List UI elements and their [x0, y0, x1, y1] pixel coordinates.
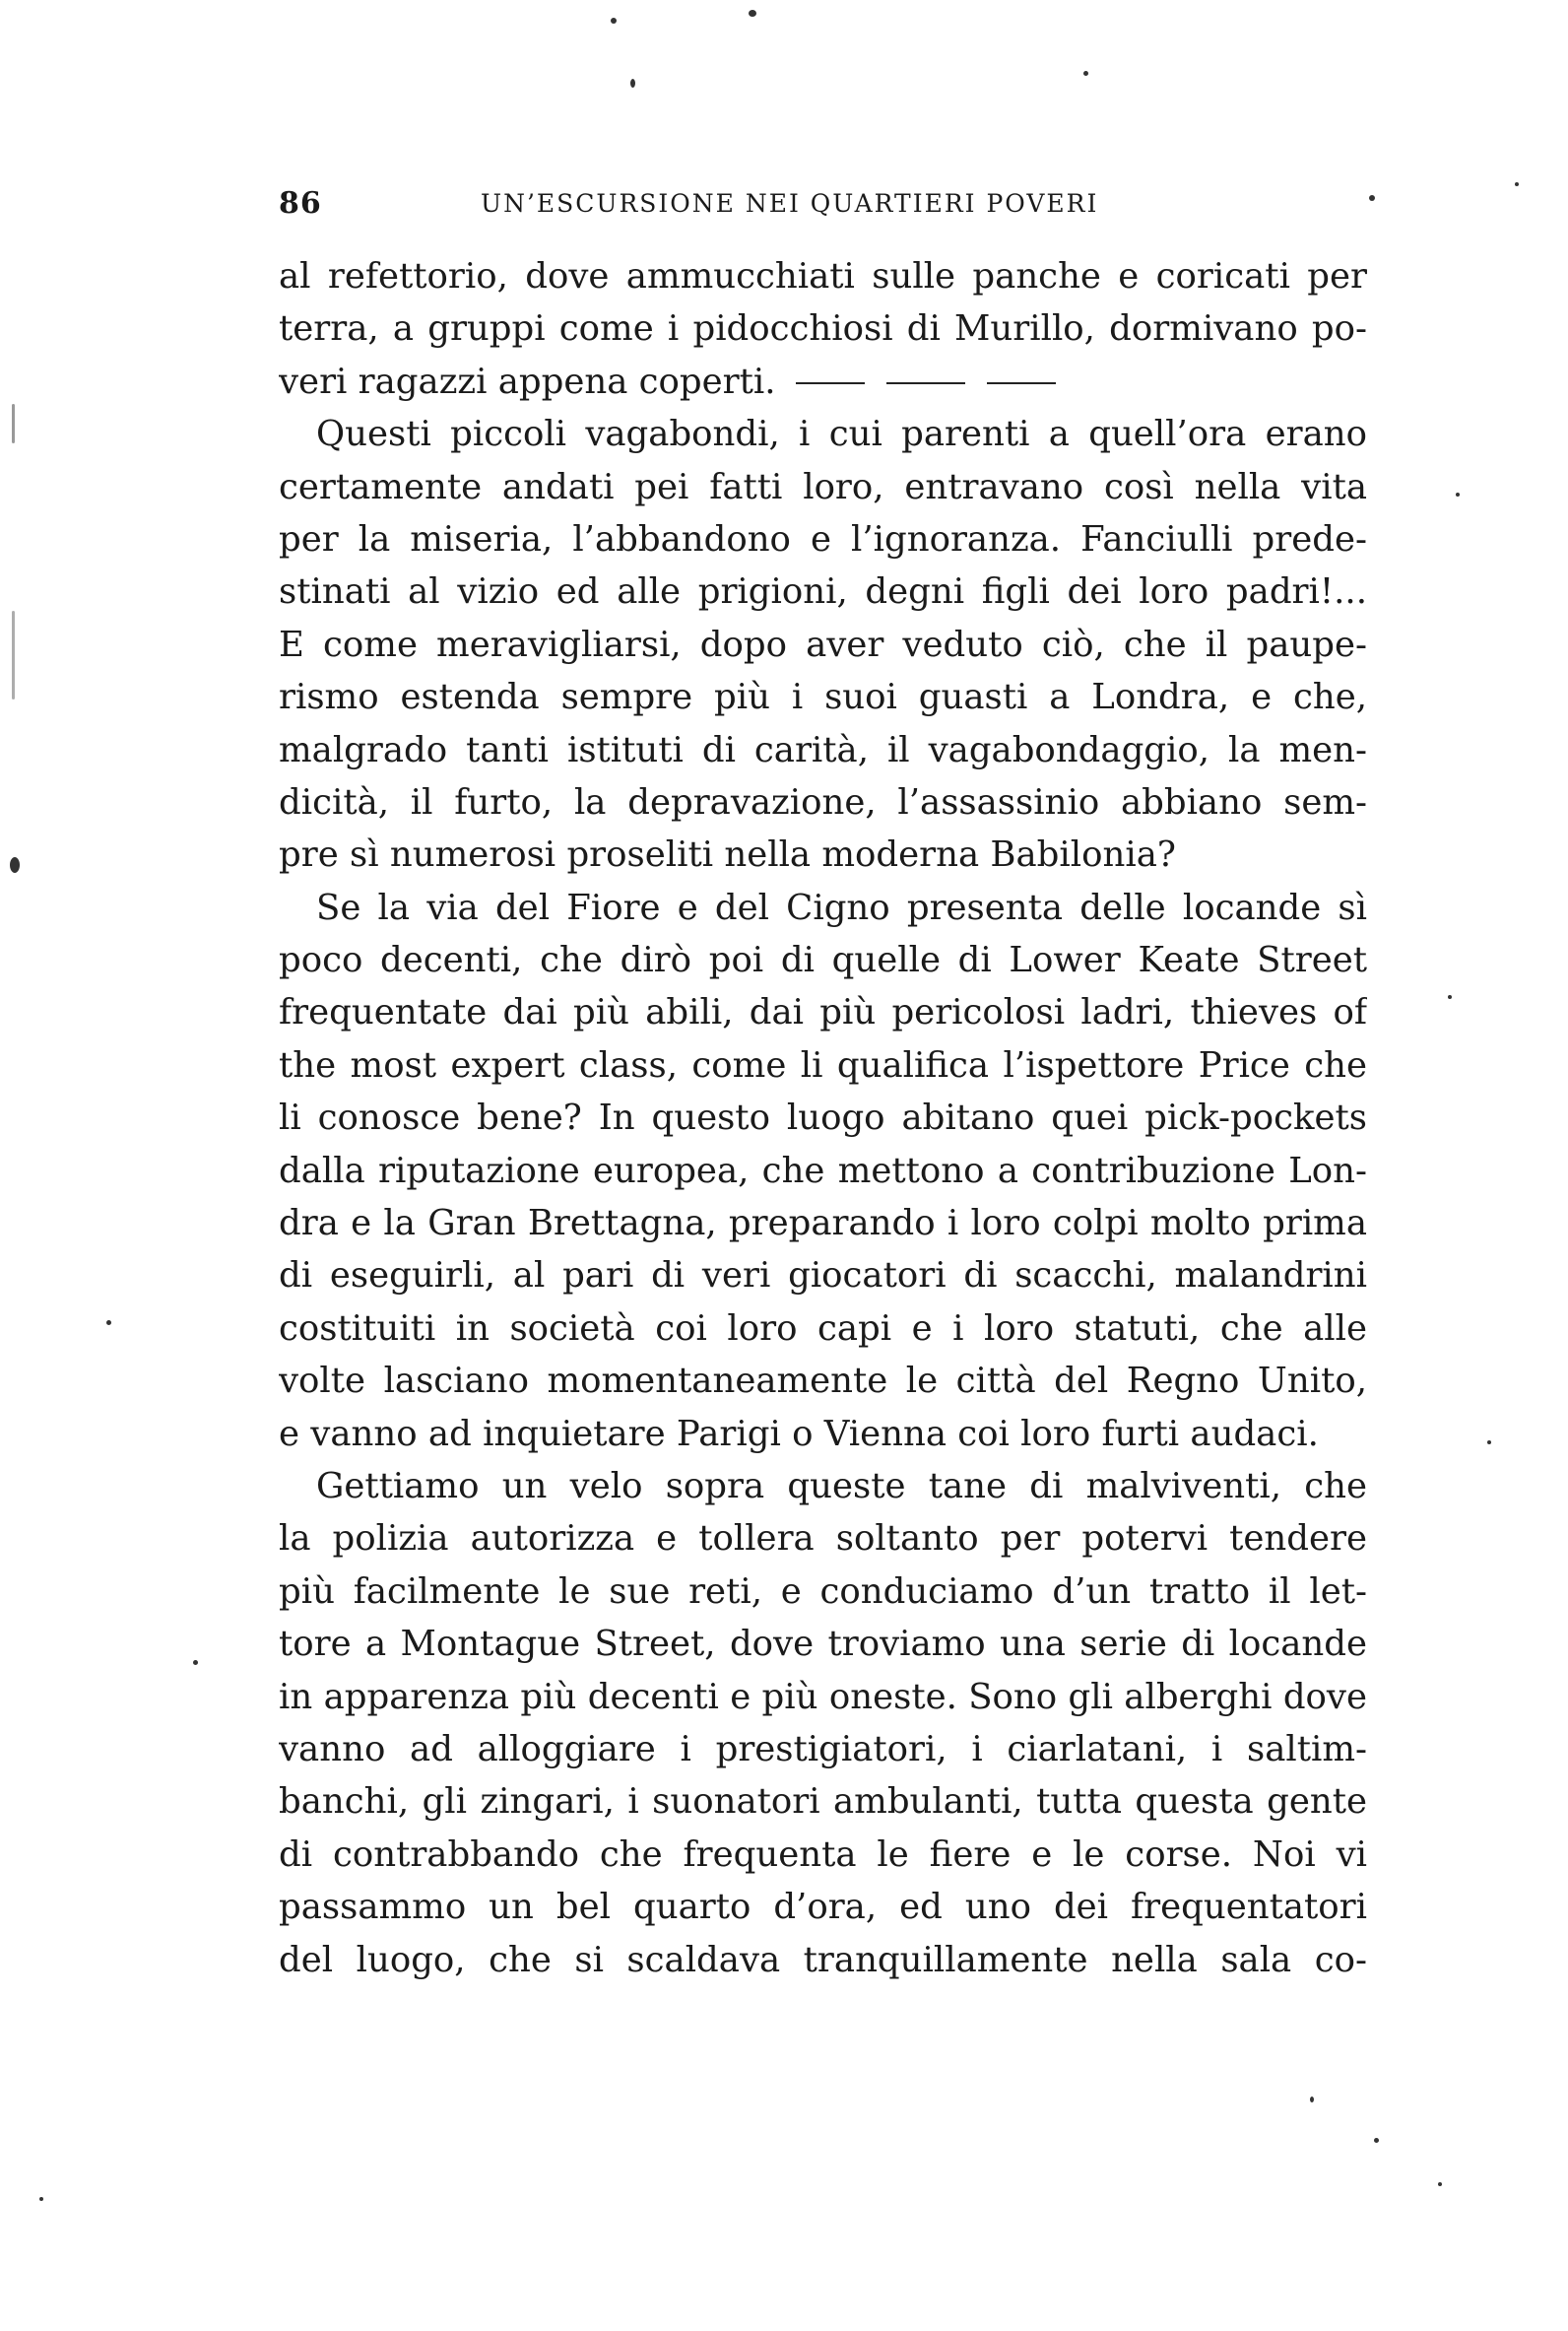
- text-line: malgrado tanti istituti di carità, il vagabondaggio, la men-: [279, 729, 1367, 770]
- scan-speck: [1438, 2182, 1442, 2186]
- text-line: per la miseria, l’abbandono e l’ignoranza. Fanciulli prede-: [279, 518, 1367, 560]
- text-line: tore a Montague Street, dove troviamo una serie di locande: [279, 1624, 1367, 1665]
- scan-speck: [12, 611, 15, 699]
- page-header: [279, 183, 1382, 223]
- text-line: passammo un bel quarto d’ora, ed uno dei frequentatori: [279, 1887, 1367, 1928]
- scan-speck: [611, 18, 617, 24]
- running-title: UN’ESCURSIONE NEI QUARTIERI POVERI: [481, 188, 1099, 218]
- scan-speck: [1310, 2097, 1314, 2102]
- text-line: E come meravigliarsi, dopo aver veduto ciò, che il paupe-: [279, 624, 1367, 665]
- text-line: del luogo, che si scaldava tranquillamente nella sala co-: [279, 1939, 1367, 1980]
- page-number: 86: [279, 185, 322, 221]
- text-line: the most expert class, come li qualifica l’ispettore Price che: [279, 1044, 1367, 1086]
- dash-rule-decoration: [987, 382, 1056, 384]
- scan-speck: [1374, 2138, 1379, 2143]
- text-line: terra, a gruppi come i pidocchiosi di Murillo, dormivano po-: [279, 308, 1367, 350]
- text-line: poco decenti, che dirò poi di quelle di Lower Keate Street: [279, 940, 1367, 981]
- text-line: più facilmente le sue reti, e conduciamo d’un tratto il let-: [279, 1570, 1367, 1612]
- text-line: in apparenza più decenti e più oneste. Sono gli alberghi dove: [279, 1676, 1367, 1717]
- scan-speck: [1369, 195, 1375, 201]
- text-line: al refettorio, dove ammucchiati sulle panche e coricati per: [279, 256, 1367, 297]
- scan-speck: [1456, 493, 1460, 497]
- scan-speck: [749, 10, 756, 17]
- text-line-content: veri ragazzi appena coperti.: [279, 361, 776, 402]
- text-line: pre sì numerosi proseliti nella moderna Babilonia?: [279, 834, 1176, 876]
- scan-speck: [1515, 182, 1519, 186]
- text-line: dra e la Gran Brettagna, preparando i loro colpi molto prima: [279, 1203, 1367, 1244]
- scan-speck: [106, 1320, 111, 1325]
- scan-speck: [193, 1660, 198, 1665]
- text-line: la polizia autorizza e tollera soltanto per potervi tendere: [279, 1518, 1367, 1560]
- scan-speck: [1083, 71, 1088, 76]
- text-line: Questi piccoli vagabondi, i cui parenti a quell’ora erano: [316, 414, 1367, 455]
- text-line: di contrabbando che frequenta le fiere e le corse. Noi vi: [279, 1833, 1367, 1875]
- text-line: e vanno ad inquietare Parigi o Vienna coi loro furti audaci.: [279, 1413, 1319, 1454]
- body-text: [279, 250, 1367, 1986]
- scan-speck: [39, 2197, 43, 2201]
- scan-speck: [1487, 1440, 1491, 1444]
- dash-rule-decoration: [886, 382, 965, 384]
- scan-speck: [12, 404, 15, 443]
- text-line: di eseguirli, al pari di veri giocatori di scacchi, malandrini: [279, 1255, 1367, 1297]
- text-line: Gettiamo un velo sopra queste tane di malviventi, che: [316, 1465, 1367, 1506]
- scan-speck: [10, 857, 20, 873]
- scan-speck: [630, 79, 635, 88]
- text-line: vanno ad alloggiare i prestigiatori, i ciarlatani, i saltim-: [279, 1728, 1367, 1769]
- text-line: certamente andati pei fatti loro, entravano così nella vita: [279, 466, 1367, 507]
- text-line: dalla riputazione europea, che mettono a contribuzione Lon-: [279, 1150, 1367, 1191]
- dash-rule-decoration: [796, 382, 865, 384]
- text-line: [279, 356, 1367, 408]
- text-line: dicità, il furto, la depravazione, l’assassinio abbiano sem-: [279, 781, 1367, 823]
- scan-speck: [1448, 995, 1452, 999]
- text-line: volte lasciano momentaneamente le città del Regno Unito,: [279, 1361, 1367, 1402]
- text-line: costituiti in società coi loro capi e i loro statuti, che alle: [279, 1307, 1367, 1349]
- text-line: rismo estenda sempre più i suoi guasti a Londra, e che,: [279, 677, 1367, 718]
- text-line: frequentate dai più abili, dai più pericolosi ladri, thieves of: [279, 992, 1367, 1033]
- text-line: stinati al vizio ed alle prigioni, degni figli dei loro padri!...: [279, 571, 1367, 613]
- text-line: banchi, gli zingari, i suonatori ambulanti, tutta questa gente: [279, 1781, 1367, 1823]
- text-line: li conosce bene? In questo luogo abitano quei pick-pockets: [279, 1098, 1367, 1139]
- text-line: Se la via del Fiore e del Cigno presenta delle locande sì: [316, 887, 1367, 928]
